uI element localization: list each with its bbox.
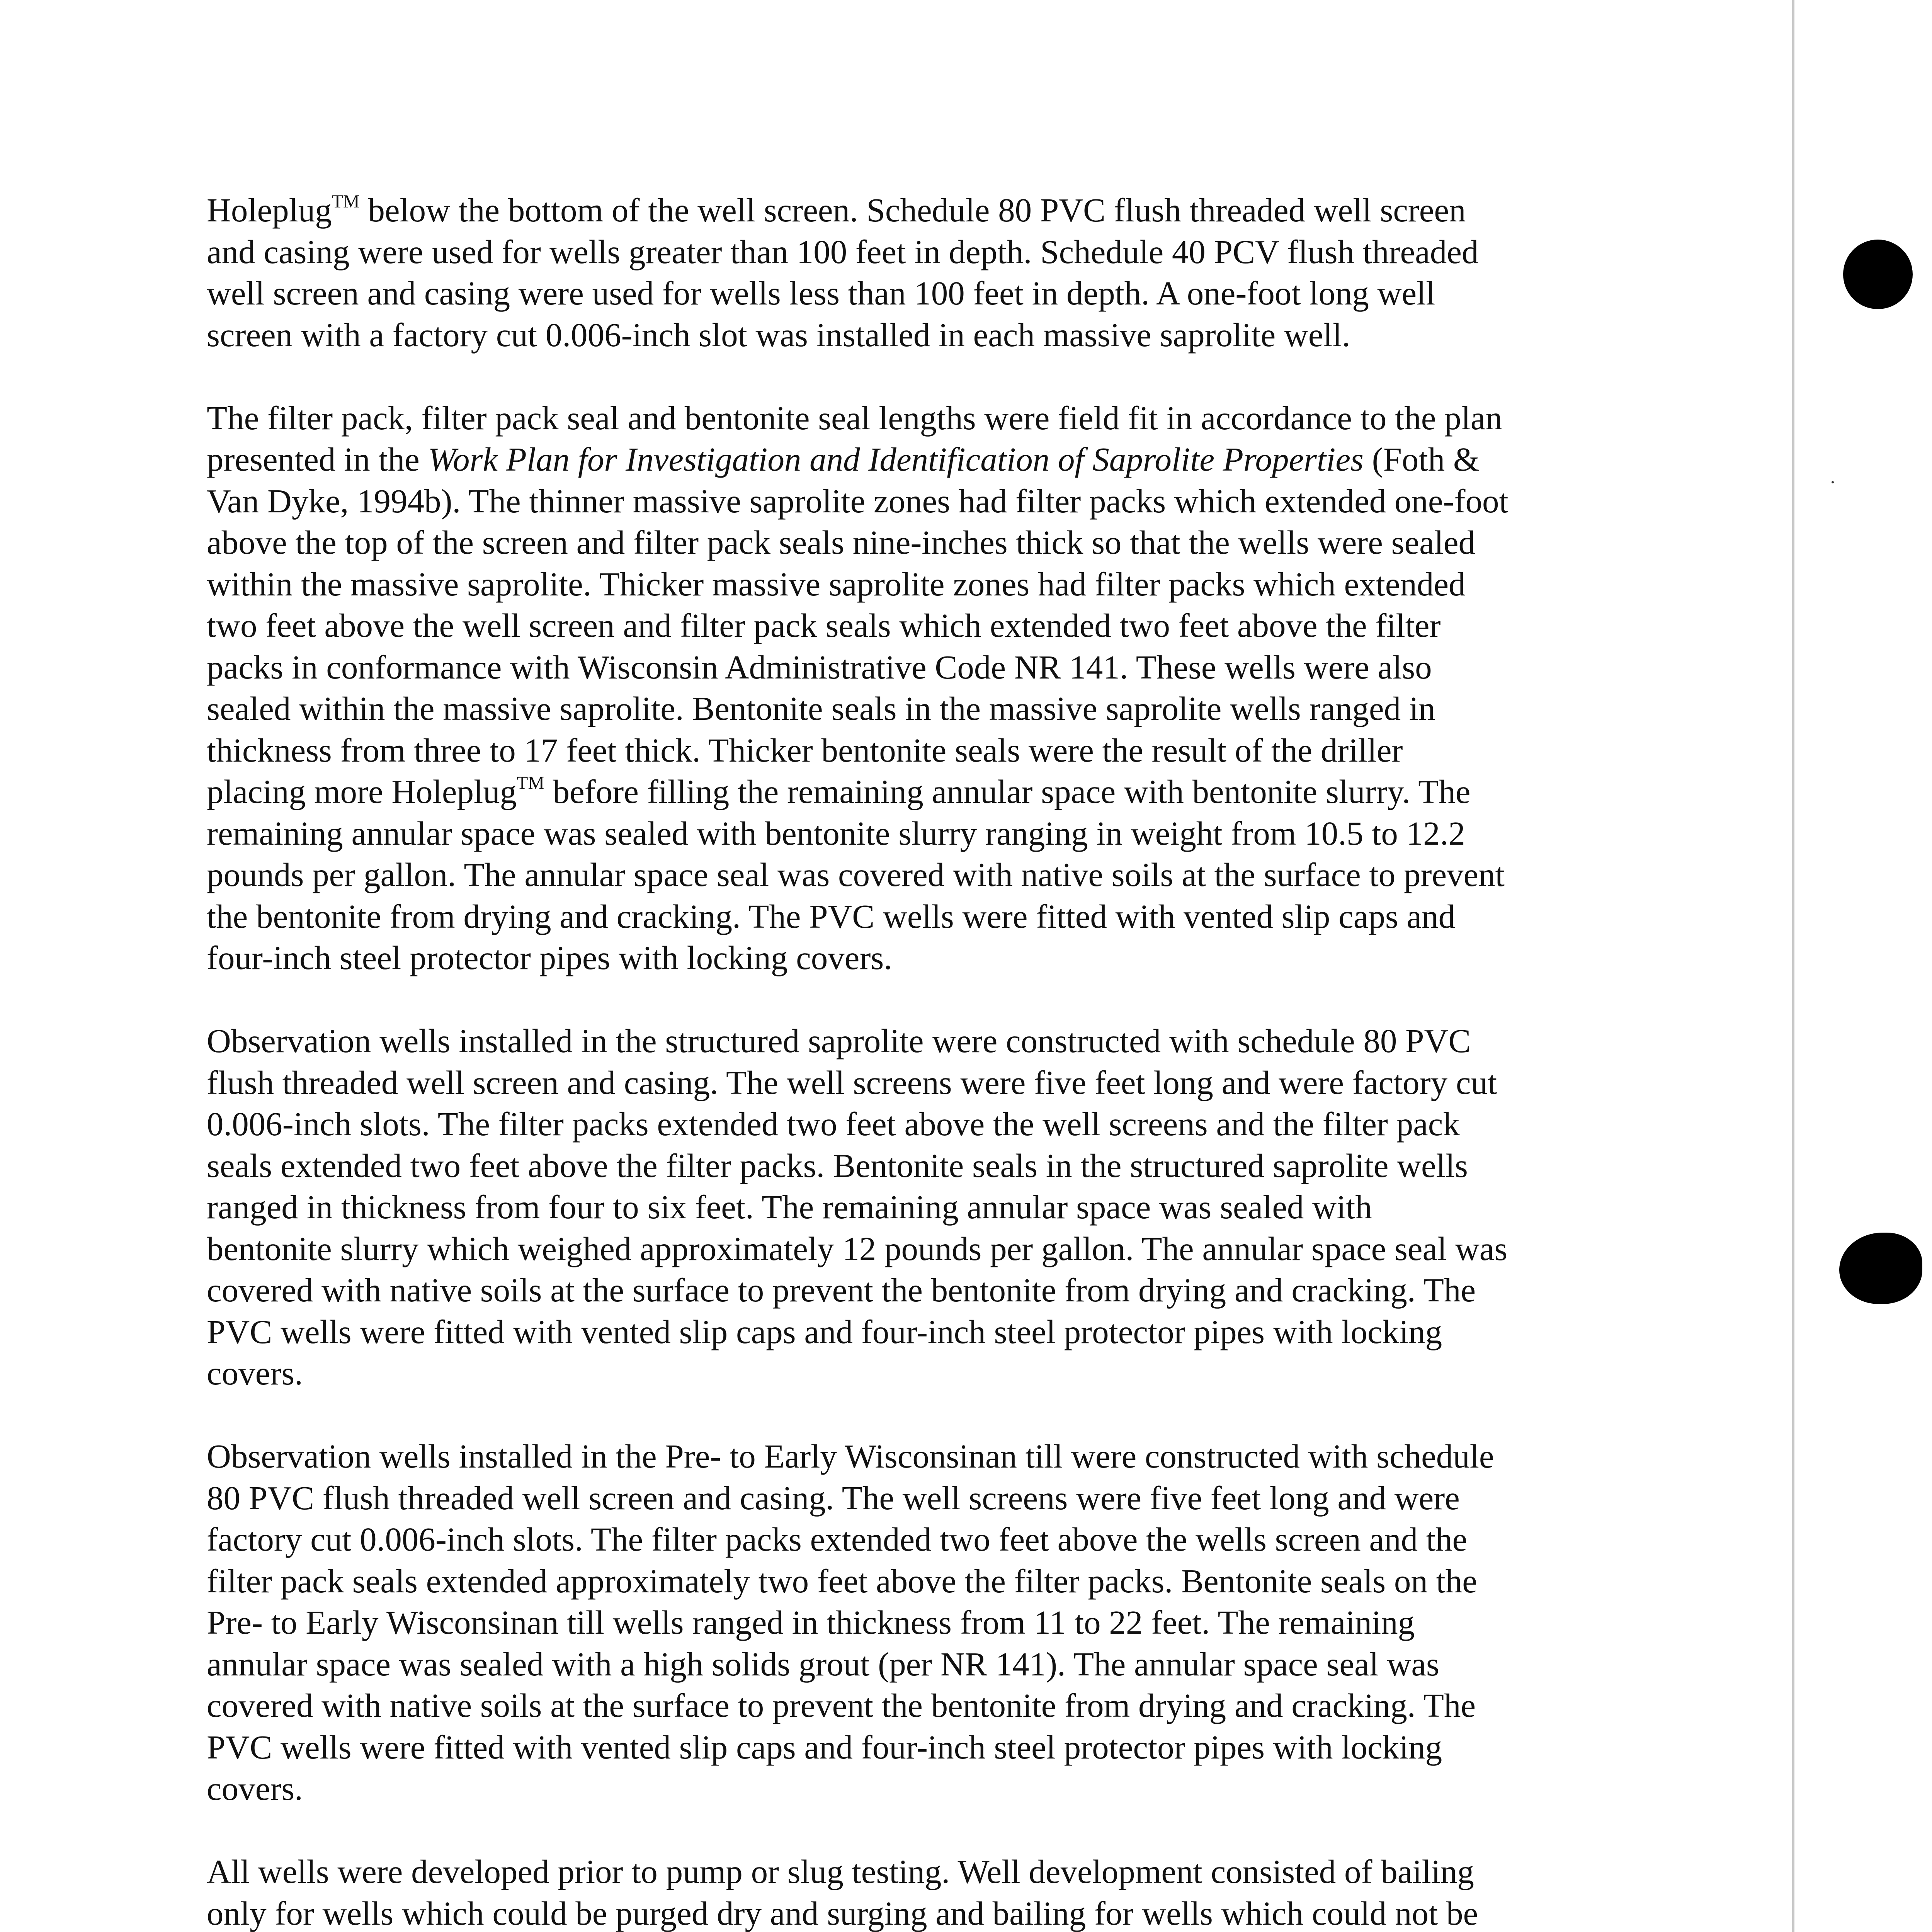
text-line: The filter pack, filter pack seal and bentonite seal lengths were field fit in accordance to the plan xyxy=(207,399,1502,437)
document-title-citation: Work Plan for Investigation and Identification of Saprolite Properties xyxy=(428,440,1364,478)
text-segment: placing more Holeplug xyxy=(207,773,517,810)
text-line: covers. xyxy=(207,1354,303,1392)
text-line: Observation wells installed in the structured saprolite were constructed with schedule 80 PVC xyxy=(207,1022,1471,1060)
text-line xyxy=(207,439,1737,480)
text-line: four-inch steel protector pipes with locking covers. xyxy=(207,939,892,976)
paragraph xyxy=(207,1020,1737,1394)
text-line: pounds per gallon. The annular space seal was covered with native soils at the surface to prevent xyxy=(207,856,1505,893)
binder-hole-mark xyxy=(1843,240,1913,309)
binder-hole-mark xyxy=(1839,1233,1922,1304)
text-line: the bentonite from drying and cracking. The PVC wells were fitted with vented slip caps and xyxy=(207,897,1456,935)
text-line: covers. xyxy=(207,1770,303,1807)
text-line: well screen and casing were used for wells less than 100 feet in depth. A one-foot long well xyxy=(207,274,1435,312)
text-line: sealed within the massive saprolite. Bentonite seals in the massive saprolite wells ranged in xyxy=(207,690,1435,727)
text-line: PVC wells were fitted with vented slip caps and four-inch steel protector pipes with locking xyxy=(207,1313,1442,1350)
text-line: covered with native soils at the surface to prevent the bentonite from drying and cracking. The xyxy=(207,1687,1476,1724)
text-line: factory cut 0.006-inch slots. The filter packs extended two feet above the wells screen and the xyxy=(207,1520,1468,1558)
trademark-mark: TM xyxy=(517,773,544,794)
text-line: All wells were developed prior to pump or slug testing. Well development consisted of bailing xyxy=(207,1853,1474,1890)
paragraph xyxy=(207,189,1737,355)
text-line: and casing were used for wells greater than 100 feet in depth. Schedule 40 PCV flush threaded xyxy=(207,233,1479,270)
text-line: screen with a factory cut 0.006-inch slot was installed in each massive saprolite well. xyxy=(207,316,1350,354)
text-line: above the top of the screen and filter pack seals nine-inches thick so that the wells were sealed xyxy=(207,524,1476,561)
text-line: only for wells which could be purged dry and surging and bailing for wells which could not be xyxy=(207,1894,1478,1932)
text-line xyxy=(207,189,1737,231)
report-body-text xyxy=(207,189,1737,1932)
text-line: PVC wells were fitted with vented slip caps and four-inch steel protector pipes with locking xyxy=(207,1728,1442,1766)
text-line: ranged in thickness from four to six feet. The remaining annular space was sealed with xyxy=(207,1188,1372,1226)
text-line: Observation wells installed in the Pre- to Early Wisconsinan till were constructed with schedule xyxy=(207,1437,1494,1475)
text-line: 80 PVC flush threaded well screen and casing. The well screens were five feet long and were xyxy=(207,1479,1460,1517)
text-line: Pre- to Early Wisconsinan till wells ranged in thickness from 11 to 22 feet. The remaining xyxy=(207,1604,1415,1641)
text-segment: presented in the xyxy=(207,440,428,478)
trademark-mark: TM xyxy=(332,191,360,212)
paragraph xyxy=(207,397,1737,979)
text-line: thickness from three to 17 feet thick. Thicker bentonite seals were the result of the driller xyxy=(207,731,1403,769)
paragraph xyxy=(207,1851,1737,1932)
text-line: bentonite slurry which weighed approximately 12 pounds per gallon. The annular space seal was xyxy=(207,1230,1508,1267)
text-line: Van Dyke, 1994b). The thinner massive saprolite zones had filter packs which extended one-foot xyxy=(207,482,1509,520)
scan-speck xyxy=(1832,481,1834,483)
text-segment: below the bottom of the well screen. Schedule 80 PVC flush threaded well screen xyxy=(359,191,1466,229)
paragraph xyxy=(207,1435,1737,1810)
text-line: flush threaded well screen and casing. The well screens were five feet long and were factory cut xyxy=(207,1063,1497,1101)
text-line: remaining annular space was sealed with bentonite slurry ranging in weight from 10.5 to 12.2 xyxy=(207,814,1465,852)
text-line: packs in conformance with Wisconsin Administrative Code NR 141. These wells were also xyxy=(207,648,1432,686)
text-line: within the massive saprolite. Thicker massive saprolite zones had filter packs which extended xyxy=(207,565,1466,603)
text-line: 0.006-inch slots. The filter packs extended two feet above the well screens and the filter pack xyxy=(207,1105,1460,1143)
text-segment: (Foth & xyxy=(1363,440,1480,478)
text-segment: before filling the remaining annular space with bentonite slurry. The xyxy=(544,773,1471,810)
text-line: seals extended two feet above the filter packs. Bentonite seals in the structured saprolite wells xyxy=(207,1146,1468,1184)
text-line: two feet above the well screen and filter pack seals which extended two feet above the filter xyxy=(207,607,1441,644)
text-segment: Holeplug xyxy=(207,191,332,229)
text-line xyxy=(207,771,1737,813)
text-line: covered with native soils at the surface to prevent the bentonite from drying and cracking. The xyxy=(207,1271,1476,1309)
text-line: annular space was sealed with a high solids grout (per NR 141). The annular space seal was xyxy=(207,1645,1439,1683)
page-edge-line xyxy=(1792,0,1794,1932)
text-line: filter pack seals extended approximately two feet above the filter packs. Bentonite seals on the xyxy=(207,1562,1477,1600)
